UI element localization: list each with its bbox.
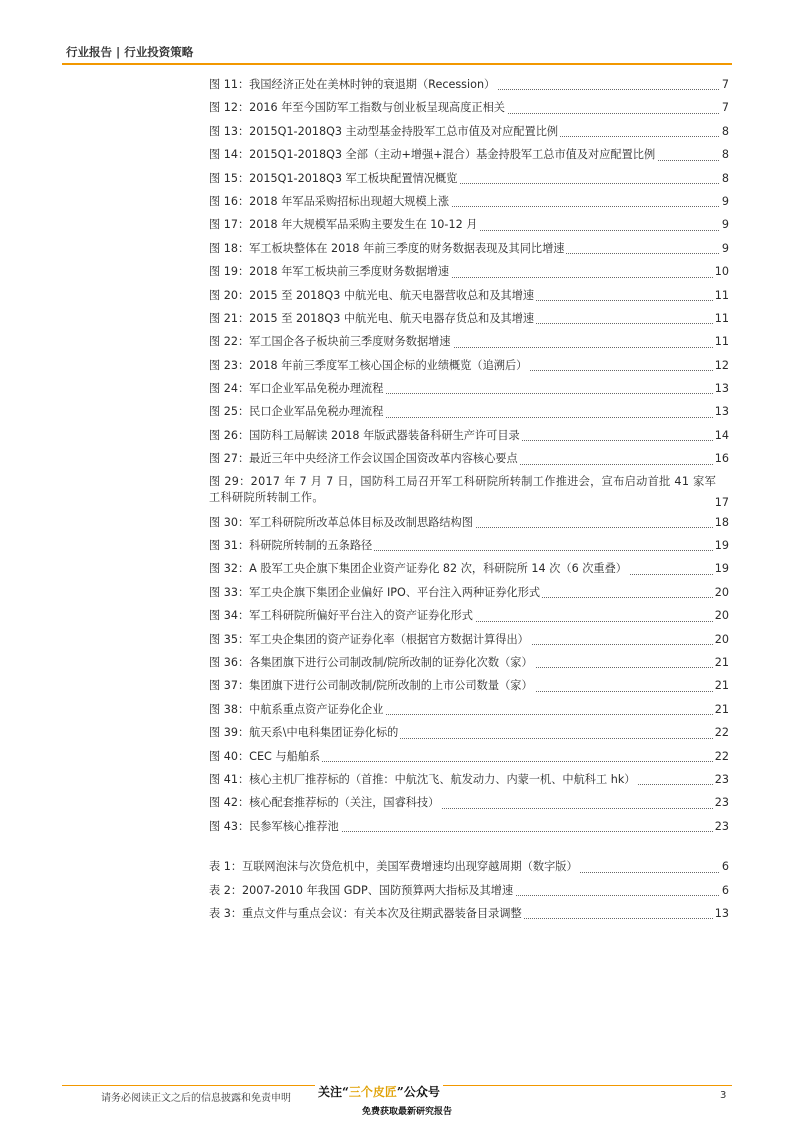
toc-entry-page: 20	[713, 604, 729, 627]
toc-entry-page: 8	[720, 143, 729, 166]
toc-entry[interactable]	[209, 307, 729, 330]
watermark-highlight: 三个皮匠	[348, 1085, 397, 1099]
toc-entry-page: 9	[720, 190, 729, 213]
toc-entry[interactable]	[209, 674, 729, 697]
toc-entry-label: 图 16：2018 年军品采购招标出现超大规模上涨	[209, 190, 451, 213]
toc-entry[interactable]	[209, 815, 729, 838]
toc-entry-page: 17	[714, 495, 729, 509]
toc-entry[interactable]	[209, 902, 729, 925]
toc-entry-page: 12	[713, 354, 729, 377]
toc-entry[interactable]	[209, 768, 729, 791]
toc-entry[interactable]	[209, 855, 729, 878]
toc-entry-page: 13	[713, 902, 729, 925]
toc-entry-label: 图 13：2015Q1-2018Q3 主动型基金持股军工总市值及对应配置比例	[209, 120, 560, 143]
toc-entry[interactable]	[209, 190, 729, 213]
toc-entry-label: 图 34：军工科研院所偏好平台注入的资产证券化形式	[209, 604, 475, 627]
toc-entry-page: 9	[720, 237, 729, 260]
toc-entry-label: 表 3：重点文件与重点会议：有关本次及往期武器装备目录调整	[209, 902, 524, 925]
toc-entry-label: 图 41：核心主机厂推荐标的（首推：中航沈飞、航发动力、内蒙一机、中航科工 hk）	[209, 768, 637, 791]
toc-entry-label: 图 14：2015Q1-2018Q3 全部（主动+增强+混合）基金持股军工总市值及对应配置比例	[209, 143, 657, 166]
toc-entry-label: 图 43：民参军核心推荐池	[209, 815, 341, 838]
toc-entry-label: 图 32：A 股军工央企旗下集团企业资产证券化 82 次，科研院所 14 次（6 次重叠）	[209, 557, 629, 580]
toc-entry[interactable]	[209, 721, 729, 744]
figure-list	[209, 73, 729, 471]
toc-entry-label: 图 23：2018 年前三季度军工核心国企标的业绩概览（追溯后）	[209, 354, 529, 377]
toc-entry[interactable]	[209, 213, 729, 236]
watermark-line2: 免费获取最新研究报告	[362, 1107, 453, 1117]
header-divider	[62, 63, 732, 65]
toc-entry-page: 20	[713, 581, 729, 604]
toc-entry[interactable]	[209, 143, 729, 166]
toc-entry[interactable]	[209, 424, 729, 447]
toc-entry-page: 23	[713, 791, 729, 814]
toc-entry-label: 图 33：军工央企旗下集团企业偏好 IPO、平台注入两种证券化形式	[209, 581, 542, 604]
toc-entry[interactable]	[209, 237, 729, 260]
toc-entry-page: 22	[713, 745, 729, 768]
toc-entry-page: 8	[720, 120, 729, 143]
toc-entry[interactable]	[209, 557, 729, 580]
report-header: 行业报告 | 行业投资策略	[66, 45, 194, 59]
watermark-pre: 关注“	[318, 1085, 349, 1099]
toc-entry-label: 图 11：我国经济正处在美林时钟的衰退期（Recession）	[209, 73, 497, 96]
toc-entry-label: 图 21：2015 至 2018Q3 中航光电、航天电器存货总和及其增速	[209, 307, 536, 330]
toc-entry[interactable]	[209, 581, 729, 604]
toc-entry-page: 13	[713, 377, 729, 400]
toc-entry-label: 图 19：2018 年军工板块前三季度财务数据增速	[209, 260, 451, 283]
toc-entry-label: 图 42：核心配套推荐标的（关注，国睿科技）	[209, 791, 441, 814]
toc-entry[interactable]	[209, 354, 729, 377]
toc-entry-label: 图 40：CEC 与船舶系	[209, 745, 322, 768]
toc-entry[interactable]	[209, 260, 729, 283]
toc-entry-label: 表 2：2007-2010 年我国 GDP、国防预算两大指标及其增速	[209, 879, 515, 902]
toc-entry-label: 图 18：军工板块整体在 2018 年前三季度的财务数据表现及其同比增速	[209, 237, 566, 260]
toc-entry-page: 7	[720, 96, 729, 119]
toc-entry[interactable]	[209, 377, 729, 400]
toc-entry-label: 图 12：2016 年至今国防军工指数与创业板呈现高度正相关	[209, 96, 507, 119]
toc-entry[interactable]	[209, 96, 729, 119]
toc-entry[interactable]	[209, 330, 729, 353]
watermark-line1	[315, 1083, 443, 1100]
toc-entry-page: 13	[713, 400, 729, 423]
toc-entry[interactable]	[209, 534, 729, 557]
toc-entry-page: 9	[720, 213, 729, 236]
toc-entry-page: 7	[720, 73, 729, 96]
toc-entry[interactable]	[209, 791, 729, 814]
toc-entry[interactable]	[209, 120, 729, 143]
toc-entry-label: 图 30：军工科研院所改革总体目标及改制思路结构图	[209, 511, 475, 534]
toc-entry-page: 11	[713, 307, 729, 330]
toc-entry-page: 11	[713, 284, 729, 307]
toc-entry[interactable]	[209, 167, 729, 190]
toc-entry-page: 8	[720, 167, 729, 190]
toc-entry-label: 图 38：中航系重点资产证券化企业	[209, 698, 385, 721]
toc-entry[interactable]	[209, 745, 729, 768]
toc-entry[interactable]	[209, 73, 729, 96]
list-spacer	[209, 838, 729, 855]
toc-entry-label: 图 27：最近三年中央经济工作会议国企国资改革内容核心要点	[209, 447, 520, 470]
toc-entry-page: 19	[713, 557, 729, 580]
toc-entry-label: 表 1：互联网泡沫与次贷危机中，美国军费增速均出现穿越周期（数字版）	[209, 855, 580, 878]
toc-entry-page: 20	[713, 628, 729, 651]
toc-entry-label: 图 20：2015 至 2018Q3 中航光电、航天电器营收总和及其增速	[209, 284, 536, 307]
toc-entry-label: 图 36：各集团旗下进行公司制改制/院所改制的证券化次数（家）	[209, 651, 535, 674]
toc-entry[interactable]	[209, 604, 729, 627]
toc-entry-label: 图 15：2015Q1-2018Q3 军工板块配置情况概览	[209, 167, 459, 190]
toc-entry-label: 图 24：军口企业军品免税办理流程	[209, 377, 385, 400]
toc-entry-label: 图 35：军工央企集团的资产证券化率（根据官方数据计算得出）	[209, 628, 531, 651]
toc-entry-page: 21	[713, 674, 729, 697]
toc-entry-page: 6	[720, 855, 729, 878]
footer-disclaimer: 请务必阅读正文之后的信息披露和免责申明	[101, 1093, 291, 1104]
toc-entry[interactable]	[209, 400, 729, 423]
toc-entry[interactable]	[209, 447, 729, 470]
table-of-contents	[209, 73, 729, 925]
toc-entry-page: 10	[713, 260, 729, 283]
toc-entry-page: 6	[720, 879, 729, 902]
toc-entry-label: 图 17：2018 年大规模军品采购主要发生在 10-12 月	[209, 213, 479, 236]
toc-entry-label: 图 25：民口企业军品免税办理流程	[209, 400, 385, 423]
toc-entry-label: 图 22：军工国企各子板块前三季度财务数据增速	[209, 330, 453, 353]
toc-entry[interactable]	[209, 698, 729, 721]
toc-entry[interactable]	[209, 651, 729, 674]
toc-entry-label: 图 26：国防科工局解读 2018 年版武器装备科研生产许可目录	[209, 424, 522, 447]
toc-entry-label: 图 31：科研院所转制的五条路径	[209, 534, 374, 557]
toc-entry-page: 23	[713, 815, 729, 838]
toc-entry-label: 图 39：航天系\中电科集团证券化标的	[209, 721, 400, 744]
figure-list	[209, 511, 729, 838]
toc-entry-label: 图 29：2017 年 7 月 7 日，国防科工局召开军工科研院所转制工作推进会，宣布启动首批 41 家军工科研院所转制工作。	[209, 474, 721, 507]
table-list	[209, 855, 729, 925]
toc-entry-page: 21	[713, 698, 729, 721]
toc-entry-page: 16	[713, 447, 729, 470]
toc-entry[interactable]	[209, 879, 729, 902]
toc-entry-page: 19	[713, 534, 729, 557]
page-number: 3	[720, 1090, 727, 1101]
toc-entry-page: 22	[713, 721, 729, 744]
toc-entry-label: 图 37：集团旗下进行公司制改制/院所改制的上市公司数量（家）	[209, 674, 535, 697]
toc-entry-page: 21	[713, 651, 729, 674]
toc-entry[interactable]	[209, 511, 729, 534]
toc-entry[interactable]	[209, 284, 729, 307]
toc-entry-page: 11	[713, 330, 729, 353]
toc-entry[interactable]	[209, 471, 729, 511]
toc-entry-page: 23	[713, 768, 729, 791]
toc-entry-page: 14	[713, 424, 729, 447]
watermark-post: ”公众号	[396, 1085, 440, 1099]
toc-entry[interactable]	[209, 628, 729, 651]
toc-entry-page: 18	[713, 511, 729, 534]
